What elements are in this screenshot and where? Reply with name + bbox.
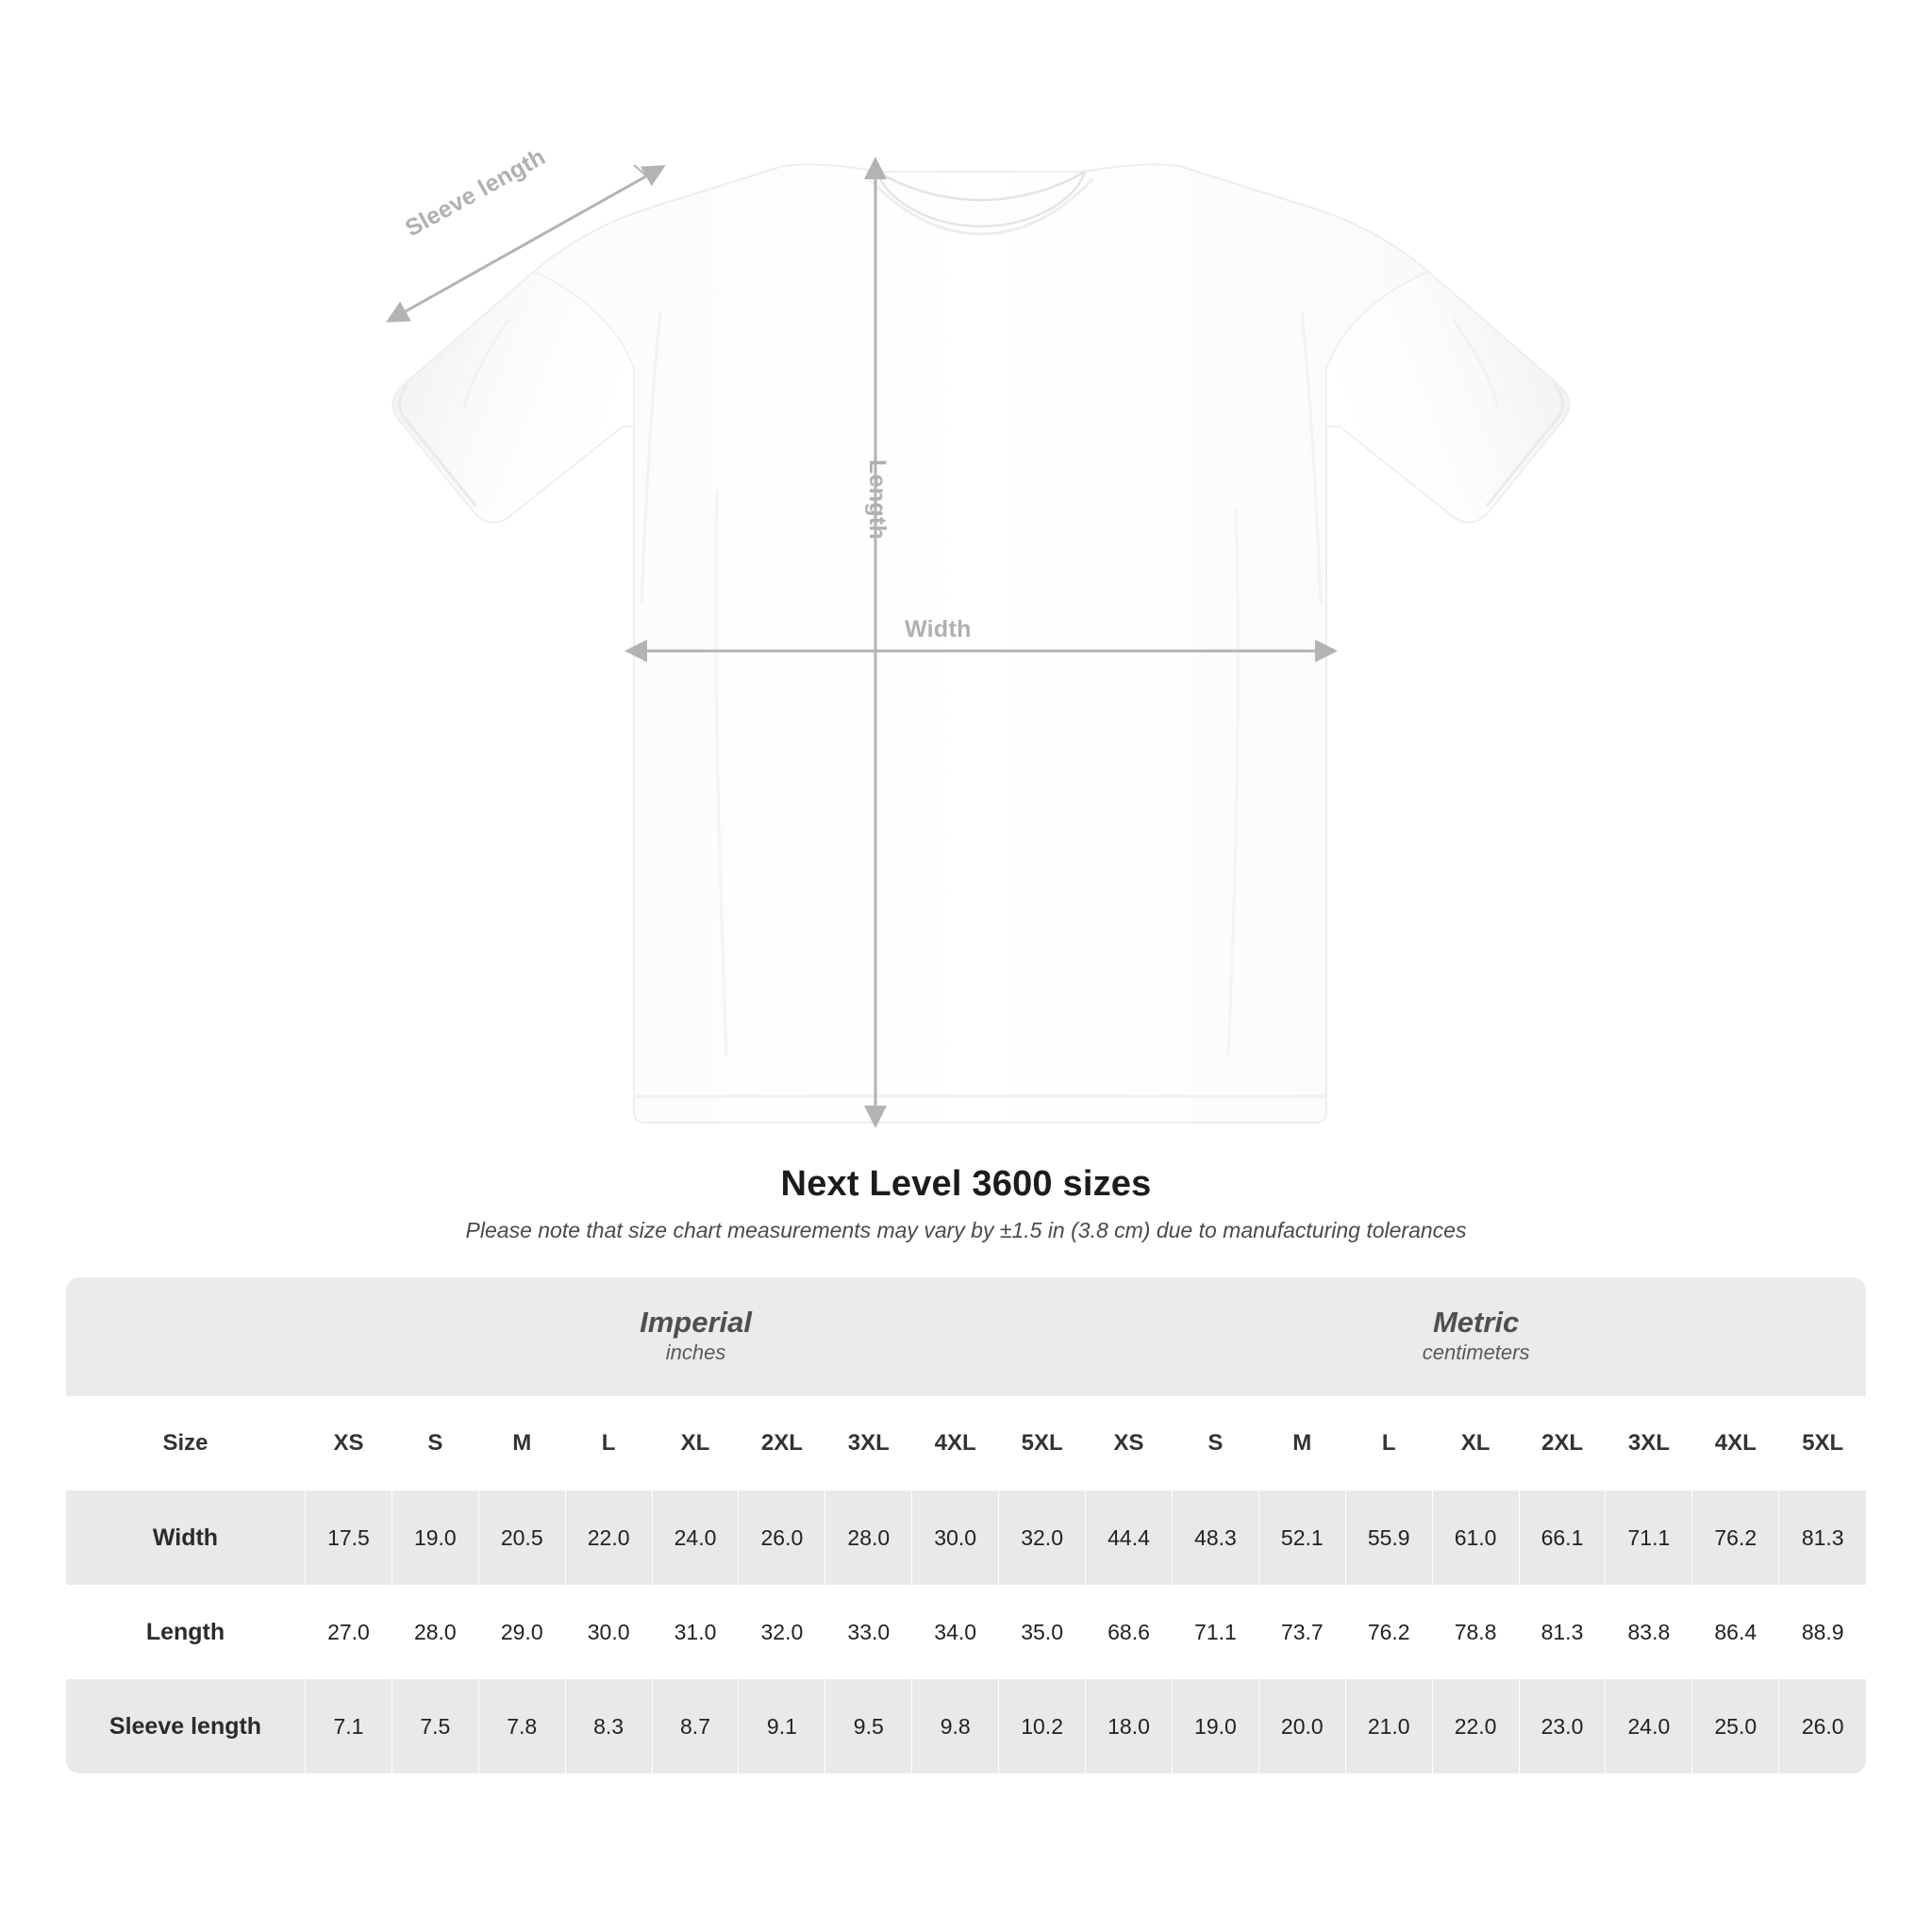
cell-length-imperial-4xl: 34.0 xyxy=(912,1585,999,1679)
col-header-metric-xl: XL xyxy=(1433,1396,1520,1491)
cell-sleeve-metric-l: 21.0 xyxy=(1346,1679,1433,1774)
cell-sleeve-imperial-5xl: 10.2 xyxy=(999,1679,1086,1774)
cell-length-imperial-5xl: 35.0 xyxy=(999,1585,1086,1679)
cell-length-imperial-2xl: 32.0 xyxy=(739,1585,825,1679)
cell-length-metric-xs: 68.6 xyxy=(1086,1585,1173,1679)
cell-length-imperial-l: 30.0 xyxy=(566,1585,653,1679)
cell-length-imperial-3xl: 33.0 xyxy=(825,1585,912,1679)
cell-sleeve-metric-s: 19.0 xyxy=(1173,1679,1259,1774)
row-label-sleeve-length: Sleeve length xyxy=(66,1679,306,1774)
cell-width-metric-4xl: 76.2 xyxy=(1692,1491,1779,1585)
col-header-imperial-l: L xyxy=(566,1396,653,1491)
width-label: Width xyxy=(905,616,972,642)
length-label: Length xyxy=(864,459,891,541)
col-header-metric-xs: XS xyxy=(1086,1396,1173,1491)
cell-width-imperial-s: 19.0 xyxy=(392,1491,479,1585)
col-header-imperial-5xl: 5XL xyxy=(999,1396,1086,1491)
cell-length-imperial-m: 29.0 xyxy=(479,1585,566,1679)
unit-imperial-name: Imperial xyxy=(640,1305,752,1339)
col-header-metric-5xl: 5XL xyxy=(1779,1396,1866,1491)
cell-sleeve-metric-xl: 22.0 xyxy=(1433,1679,1520,1774)
size-table-wrapper xyxy=(66,1277,1866,1774)
cell-sleeve-imperial-4xl: 9.8 xyxy=(912,1679,999,1774)
cell-sleeve-imperial-s: 7.5 xyxy=(392,1679,479,1774)
size-header-row xyxy=(66,1396,1866,1491)
cell-length-metric-3xl: 83.8 xyxy=(1606,1585,1692,1679)
col-header-metric-s: S xyxy=(1173,1396,1259,1491)
table-row-width xyxy=(66,1491,1866,1585)
cell-length-imperial-xs: 27.0 xyxy=(306,1585,392,1679)
col-header-metric-3xl: 3XL xyxy=(1606,1396,1692,1491)
row-label-length: Length xyxy=(66,1585,306,1679)
cell-length-metric-l: 76.2 xyxy=(1346,1585,1433,1679)
row-label-size: Size xyxy=(66,1396,306,1491)
unit-group-metric xyxy=(1086,1277,1866,1396)
col-header-imperial-m: M xyxy=(479,1396,566,1491)
col-header-metric-4xl: 4XL xyxy=(1692,1396,1779,1491)
cell-sleeve-metric-xs: 18.0 xyxy=(1086,1679,1173,1774)
row-label-width: Width xyxy=(66,1491,306,1585)
size-table xyxy=(66,1277,1866,1774)
cell-width-metric-m: 52.1 xyxy=(1259,1491,1346,1585)
cell-width-metric-s: 48.3 xyxy=(1173,1491,1259,1585)
cell-sleeve-metric-3xl: 24.0 xyxy=(1606,1679,1692,1774)
cell-length-metric-2xl: 81.3 xyxy=(1520,1585,1607,1679)
cell-sleeve-metric-2xl: 23.0 xyxy=(1520,1679,1607,1774)
cell-sleeve-imperial-2xl: 9.1 xyxy=(739,1679,825,1774)
table-row-length xyxy=(66,1585,1866,1679)
cell-width-imperial-5xl: 32.0 xyxy=(999,1491,1086,1585)
cell-sleeve-metric-m: 20.0 xyxy=(1259,1679,1346,1774)
cell-width-metric-l: 55.9 xyxy=(1346,1491,1433,1585)
cell-length-imperial-s: 28.0 xyxy=(392,1585,479,1679)
cell-width-imperial-l: 22.0 xyxy=(566,1491,653,1585)
col-header-metric-2xl: 2XL xyxy=(1520,1396,1607,1491)
col-header-imperial-2xl: 2XL xyxy=(739,1396,825,1491)
cell-width-imperial-xs: 17.5 xyxy=(306,1491,392,1585)
col-header-metric-l: L xyxy=(1346,1396,1433,1491)
cell-sleeve-imperial-xl: 8.7 xyxy=(653,1679,740,1774)
cell-width-imperial-2xl: 26.0 xyxy=(739,1491,825,1585)
cell-width-metric-5xl: 81.3 xyxy=(1779,1491,1866,1585)
cell-width-metric-2xl: 66.1 xyxy=(1520,1491,1607,1585)
col-header-metric-m: M xyxy=(1259,1396,1346,1491)
cell-width-imperial-4xl: 30.0 xyxy=(912,1491,999,1585)
cell-sleeve-imperial-3xl: 9.5 xyxy=(825,1679,912,1774)
col-header-imperial-3xl: 3XL xyxy=(825,1396,912,1491)
cell-width-metric-xl: 61.0 xyxy=(1433,1491,1520,1585)
page-title: Next Level 3600 sizes xyxy=(780,1164,1152,1204)
cell-sleeve-imperial-xs: 7.1 xyxy=(306,1679,392,1774)
unit-group-imperial xyxy=(306,1277,1086,1396)
cell-sleeve-metric-4xl: 25.0 xyxy=(1692,1679,1779,1774)
cell-length-metric-xl: 78.8 xyxy=(1433,1585,1520,1679)
cell-sleeve-imperial-l: 8.3 xyxy=(566,1679,653,1774)
cell-length-metric-s: 71.1 xyxy=(1173,1585,1259,1679)
col-header-imperial-xl: XL xyxy=(653,1396,740,1491)
cell-length-metric-4xl: 86.4 xyxy=(1692,1585,1779,1679)
col-header-imperial-s: S xyxy=(392,1396,479,1491)
sleeve-length-label: Sleeve length xyxy=(401,142,550,242)
cell-length-imperial-xl: 31.0 xyxy=(653,1585,740,1679)
unit-corner-cell xyxy=(66,1277,306,1396)
tshirt-shape xyxy=(392,164,1569,1123)
cell-sleeve-imperial-m: 7.8 xyxy=(479,1679,566,1774)
unit-header-row xyxy=(66,1277,1866,1396)
cell-width-imperial-3xl: 28.0 xyxy=(825,1491,912,1585)
unit-metric-name: Metric xyxy=(1432,1305,1520,1339)
cell-width-metric-3xl: 71.1 xyxy=(1606,1491,1692,1585)
cell-sleeve-metric-5xl: 26.0 xyxy=(1779,1679,1866,1774)
cell-width-metric-xs: 44.4 xyxy=(1086,1491,1173,1585)
unit-imperial-sub: inches xyxy=(665,1341,726,1365)
cell-length-metric-5xl: 88.9 xyxy=(1779,1585,1866,1679)
cell-width-imperial-xl: 24.0 xyxy=(653,1491,740,1585)
col-header-imperial-4xl: 4XL xyxy=(912,1396,999,1491)
title-block xyxy=(0,1164,1932,1243)
cell-width-imperial-m: 20.5 xyxy=(479,1491,566,1585)
tolerance-note: Please note that size chart measurements may vary by ±1.5 in (3.8 cm) due to manufacturing tolerances xyxy=(465,1218,1467,1242)
col-header-imperial-xs: XS xyxy=(306,1396,392,1491)
cell-length-metric-m: 73.7 xyxy=(1259,1585,1346,1679)
unit-metric-sub: centimeters xyxy=(1422,1341,1530,1365)
table-row-sleeve-length xyxy=(66,1679,1866,1774)
